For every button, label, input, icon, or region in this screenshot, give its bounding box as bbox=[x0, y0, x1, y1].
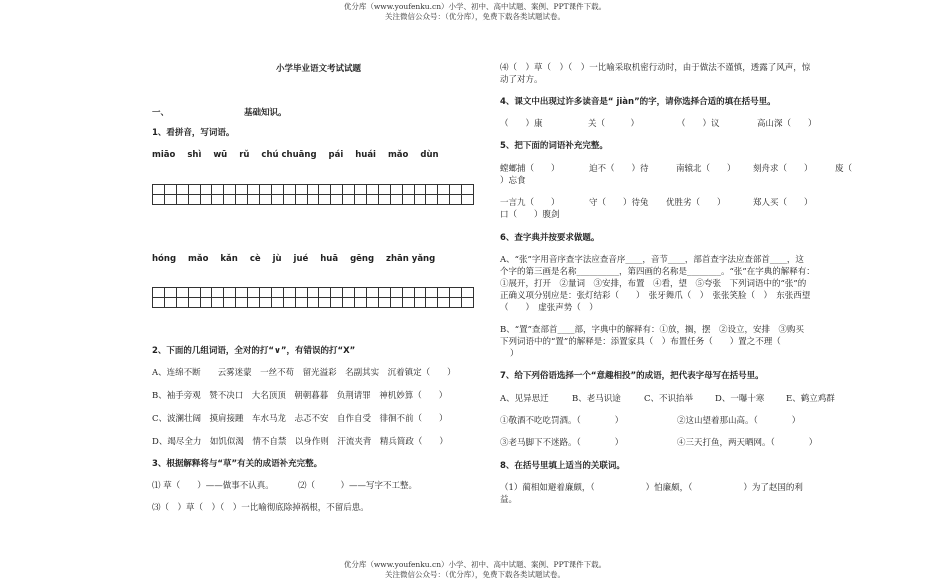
grid-cell[interactable] bbox=[426, 298, 438, 308]
q8-item-1-line-2: 益。 bbox=[500, 495, 518, 505]
grid-cell[interactable] bbox=[415, 298, 427, 308]
grid-cell[interactable] bbox=[153, 195, 165, 205]
q7-item-1: ①敬酒不吃吃罚酒。（ ） bbox=[500, 416, 624, 426]
grid-cell[interactable] bbox=[403, 185, 415, 195]
grid-cell[interactable] bbox=[319, 195, 331, 205]
pinyin-item: gēng bbox=[350, 254, 375, 264]
grid-cell[interactable] bbox=[331, 288, 343, 298]
grid-cell[interactable] bbox=[296, 288, 308, 298]
grid-cell[interactable] bbox=[391, 195, 403, 205]
q6a-line-1: A、“张”字用音序查字法应查音序____，音节____，部首查字法应查部首____，这 bbox=[500, 255, 804, 265]
pinyin-item: miāo bbox=[152, 150, 176, 160]
section1-title: 基础知识。 bbox=[244, 108, 287, 118]
pinyin-row-1 bbox=[152, 150, 448, 160]
grid-cell[interactable] bbox=[308, 298, 320, 308]
q5-blank-2: 迫不（ ）待 bbox=[589, 164, 649, 174]
grid-cell[interactable] bbox=[272, 298, 284, 308]
grid-cell[interactable] bbox=[403, 288, 415, 298]
grid-cell[interactable] bbox=[284, 288, 296, 298]
grid-cell[interactable] bbox=[426, 195, 438, 205]
grid-cell[interactable] bbox=[201, 185, 213, 195]
grid-cell[interactable] bbox=[212, 288, 224, 298]
header-line-2: 关注微信公众号：（优分库），免费下载各类试题试卷。 bbox=[385, 12, 565, 21]
pinyin-item: rǔ bbox=[239, 150, 250, 160]
grid-cell[interactable] bbox=[165, 298, 177, 308]
grid-cell[interactable] bbox=[212, 195, 224, 205]
grid-cell[interactable] bbox=[319, 298, 331, 308]
grid-cell[interactable] bbox=[177, 185, 189, 195]
pinyin-item: cè bbox=[249, 254, 261, 264]
q6a-line-2: 个字的第三画是名称__________，第四画的名称是________。“张”在字典的解释有： bbox=[500, 267, 815, 277]
grid-cell[interactable] bbox=[450, 185, 462, 195]
grid-cell[interactable] bbox=[343, 288, 355, 298]
grid-cell[interactable] bbox=[248, 288, 260, 298]
q5-blank-9: 郑人买（ ） bbox=[753, 198, 813, 208]
grid-cell[interactable] bbox=[403, 195, 415, 205]
grid-cell[interactable] bbox=[189, 288, 201, 298]
pinyin-item: hóng bbox=[152, 254, 177, 264]
page-header bbox=[325, 2, 625, 22]
grid-cell[interactable] bbox=[165, 195, 177, 205]
pinyin-item: dùn bbox=[420, 150, 439, 160]
grid-cell[interactable] bbox=[331, 195, 343, 205]
grid-cell[interactable] bbox=[462, 298, 474, 308]
q7-option-c: C、不识抬举 bbox=[644, 394, 694, 404]
q8-item-1-line-1: （1）蔺相如避着廉颇，（ ）怕廉颇，（ ）为了赵国的利 bbox=[500, 483, 803, 493]
grid-cell[interactable] bbox=[189, 298, 201, 308]
q5-blank-5: 废（ bbox=[835, 164, 853, 174]
writing-grid-1[interactable] bbox=[152, 184, 474, 205]
grid-row bbox=[153, 288, 474, 298]
pinyin-item: huā bbox=[320, 254, 339, 264]
pinyin-item: mǎo bbox=[387, 150, 409, 160]
grid-cell[interactable] bbox=[450, 298, 462, 308]
q8-heading: 8、在括号里填上适当的关联词。 bbox=[500, 461, 625, 471]
grid-cell[interactable] bbox=[236, 298, 248, 308]
grid-cell[interactable] bbox=[367, 195, 379, 205]
q6b-line-3: ） bbox=[510, 349, 519, 359]
exam-title: 小学毕业语文考试试题 bbox=[276, 64, 362, 74]
grid-cell[interactable] bbox=[212, 298, 224, 308]
grid-cell[interactable] bbox=[379, 298, 391, 308]
grid-cell[interactable] bbox=[272, 185, 284, 195]
grid-cell[interactable] bbox=[367, 185, 379, 195]
grid-cell[interactable] bbox=[201, 288, 213, 298]
grid-cell[interactable] bbox=[224, 185, 236, 195]
q4-heading: 4、课文中出现过许多读音是“ jiàn”的字，请你选择合适的填在括号里。 bbox=[500, 97, 776, 107]
q7-option-a: A、见异思迁 bbox=[500, 394, 549, 404]
grid-cell[interactable] bbox=[224, 298, 236, 308]
q3-item-4-line-2: 动了对方。 bbox=[500, 75, 543, 85]
q2-item-a: A、连绵不断 云雾迷蒙 一丝不苟 留光溢彩 名副其实 沉着镇定（ ） bbox=[152, 368, 456, 378]
grid-cell[interactable] bbox=[355, 185, 367, 195]
pinyin-item: kǎn bbox=[220, 254, 238, 264]
grid-cell[interactable] bbox=[201, 298, 213, 308]
grid-cell[interactable] bbox=[296, 185, 308, 195]
grid-cell[interactable] bbox=[224, 288, 236, 298]
grid-row bbox=[153, 195, 474, 205]
grid-cell[interactable] bbox=[272, 288, 284, 298]
grid-cell[interactable] bbox=[153, 288, 165, 298]
q3-item-4-line-1: ⑷（ ）草（ ）（ ）一比喻采取机密行动时，由于做法不谨慎，透露了风声，惊 bbox=[500, 63, 811, 73]
pinyin-item: zhān yǎng bbox=[386, 254, 436, 264]
grid-cell[interactable] bbox=[438, 298, 450, 308]
grid-cell[interactable] bbox=[260, 288, 272, 298]
q5-heading: 5、把下面的词语补充完整。 bbox=[500, 141, 608, 151]
q7-item-2: ②这山望着那山高。（ ） bbox=[677, 416, 801, 426]
grid-cell[interactable] bbox=[415, 195, 427, 205]
grid-cell[interactable] bbox=[236, 185, 248, 195]
grid-cell[interactable] bbox=[272, 195, 284, 205]
grid-cell[interactable] bbox=[201, 195, 213, 205]
grid-cell[interactable] bbox=[236, 195, 248, 205]
q2-item-d: D、竭尽全力 如饥似渴 情不自禁 以身作则 汗流夹背 精兵简政（ ） bbox=[152, 437, 448, 447]
q5-blank-4: 刻舟求（ ） bbox=[753, 164, 813, 174]
q6b-line-2: 下列词语中的“置”的解释是：添置家具（ ）布置任务（ ）置之不理（ bbox=[500, 337, 781, 347]
section1-number: 一、 bbox=[152, 108, 170, 118]
grid-cell[interactable] bbox=[415, 288, 427, 298]
grid-cell[interactable] bbox=[379, 288, 391, 298]
grid-cell[interactable] bbox=[319, 185, 331, 195]
grid-cell[interactable] bbox=[462, 288, 474, 298]
grid-cell[interactable] bbox=[415, 185, 427, 195]
grid-cell[interactable] bbox=[438, 288, 450, 298]
q5-blank-3: 南辕北（ ） bbox=[676, 164, 736, 174]
q6-heading: 6、查字典并按要求做题。 bbox=[500, 233, 600, 243]
q6b-line-1: B、“置”查部首____部，字典中的解释有：①放，搁，摆 ②设立，安排 ③购买 bbox=[500, 325, 804, 335]
grid-cell[interactable] bbox=[391, 288, 403, 298]
q5-blank-1: 螳螂捕（ ） bbox=[500, 164, 560, 174]
grid-cell[interactable] bbox=[296, 195, 308, 205]
grid-cell[interactable] bbox=[308, 185, 320, 195]
q6a-line-3: ①展开，打开 ②量词 ③安排，布置 ④看，望 ⑤夸张 下列词语中的“张”的 bbox=[500, 279, 807, 289]
grid-cell[interactable] bbox=[462, 195, 474, 205]
grid-cell[interactable] bbox=[355, 195, 367, 205]
grid-cell[interactable] bbox=[319, 288, 331, 298]
grid-cell[interactable] bbox=[426, 185, 438, 195]
q3-item-2: ⑵（ ）——写字不工整。 bbox=[298, 481, 418, 491]
grid-cell[interactable] bbox=[438, 185, 450, 195]
grid-cell[interactable] bbox=[450, 195, 462, 205]
grid-cell[interactable] bbox=[236, 288, 248, 298]
grid-cell[interactable] bbox=[426, 288, 438, 298]
grid-cell[interactable] bbox=[153, 298, 165, 308]
grid-cell[interactable] bbox=[391, 298, 403, 308]
grid-cell[interactable] bbox=[343, 195, 355, 205]
grid-cell[interactable] bbox=[260, 185, 272, 195]
grid-cell[interactable] bbox=[296, 298, 308, 308]
footer-line-2: 关注微信公众号：（优分库），免费下载各类试题试卷。 bbox=[385, 570, 565, 579]
q3-item-1: ⑴ 草（ ）——做事不认真。 bbox=[152, 481, 274, 491]
grid-cell[interactable] bbox=[379, 185, 391, 195]
q6a-line-5: （ ） 虚张声势（ ） bbox=[500, 303, 598, 313]
pinyin-row-2 bbox=[152, 254, 444, 264]
q7-option-e: E、鹤立鸡群 bbox=[786, 394, 835, 404]
grid-cell[interactable] bbox=[212, 185, 224, 195]
grid-cell[interactable] bbox=[331, 185, 343, 195]
q6a-line-4: 正确义项分别应是：张灯结彩（ ） 张牙舞爪（ ） 张张笑脸（ ） 东张西望 bbox=[500, 291, 811, 301]
q7-item-3: ③老马脚下不迷路。（ ） bbox=[500, 438, 624, 448]
q1-heading: 1、看拼音，写词语。 bbox=[152, 128, 235, 138]
q2-heading: 2、下面的几组词语，全对的打“∨”，有错误的打“X” bbox=[152, 346, 356, 356]
pinyin-item: shì bbox=[187, 150, 202, 160]
writing-grid-2[interactable] bbox=[152, 287, 474, 308]
grid-cell[interactable] bbox=[367, 298, 379, 308]
header-line-1: 优分库（www.youfenku.cn）小学、初中、高中试题、案例、PPT课件下载。 bbox=[343, 2, 607, 11]
grid-cell[interactable] bbox=[391, 185, 403, 195]
grid-cell[interactable] bbox=[260, 195, 272, 205]
grid-cell[interactable] bbox=[177, 298, 189, 308]
grid-cell[interactable] bbox=[308, 288, 320, 298]
grid-cell[interactable] bbox=[165, 288, 177, 298]
grid-cell[interactable] bbox=[379, 195, 391, 205]
grid-cell[interactable] bbox=[343, 298, 355, 308]
q2-item-c: C、波澜壮阔 摸肩接踵 车水马龙 忐忑不安 自作自受 徘徊不前（ ） bbox=[152, 414, 448, 424]
grid-cell[interactable] bbox=[284, 298, 296, 308]
pinyin-item: mǎo bbox=[188, 254, 209, 264]
q4-blank-2: 关（ ） bbox=[588, 119, 640, 129]
q5-blank-10: 口（ ）腹剑 bbox=[500, 210, 560, 220]
grid-cell[interactable] bbox=[248, 185, 260, 195]
q5-blank-8: 优胜劣（ ） bbox=[666, 198, 726, 208]
grid-cell[interactable] bbox=[165, 185, 177, 195]
grid-cell[interactable] bbox=[308, 195, 320, 205]
q2-item-b: B、袖手旁观 赞不决口 大名顶顶 朝朝暮暮 负荆请罪 神机妙算（ ） bbox=[152, 391, 448, 401]
grid-cell[interactable] bbox=[177, 288, 189, 298]
grid-cell[interactable] bbox=[260, 298, 272, 308]
q7-option-d: D、一曝十寒 bbox=[715, 394, 765, 404]
grid-cell[interactable] bbox=[177, 195, 189, 205]
grid-cell[interactable] bbox=[284, 185, 296, 195]
pinyin-item: huái bbox=[355, 150, 376, 160]
grid-cell[interactable] bbox=[189, 195, 201, 205]
grid-cell[interactable] bbox=[343, 185, 355, 195]
grid-cell[interactable] bbox=[438, 195, 450, 205]
footer-line-1: 优分库（www.youfenku.cn）小学、初中、高中试题、案例、PPT课件下载。 bbox=[343, 560, 607, 569]
q3-item-3: ⑶（ ）草（ ）（ ）一比喻彻底除掉祸根，不留后患。 bbox=[152, 503, 369, 513]
grid-cell[interactable] bbox=[189, 185, 201, 195]
grid-cell[interactable] bbox=[355, 298, 367, 308]
grid-cell[interactable] bbox=[248, 298, 260, 308]
q7-option-b: B、老马识途 bbox=[572, 394, 621, 404]
grid-cell[interactable] bbox=[462, 185, 474, 195]
pinyin-item: chú chuāng bbox=[261, 150, 317, 160]
grid-row bbox=[153, 185, 474, 195]
q5-blank-6: 一言九（ ） bbox=[500, 198, 560, 208]
page-footer bbox=[325, 560, 625, 580]
q5-blank-7: 守（ ）待兔 bbox=[589, 198, 649, 208]
q7-item-4: ④三天打鱼，两天晒网。（ ） bbox=[677, 438, 818, 448]
grid-row bbox=[153, 298, 474, 308]
grid-cell[interactable] bbox=[367, 288, 379, 298]
q7-heading: 7、给下列俗语选择一个“意趣相投”的成语，把代表字母写在括号里。 bbox=[500, 371, 764, 381]
q5-blank-5-cont: ）忘食 bbox=[500, 176, 526, 186]
grid-cell[interactable] bbox=[284, 195, 296, 205]
q4-blank-4: 高山深（ ） bbox=[757, 119, 817, 129]
grid-cell[interactable] bbox=[331, 298, 343, 308]
pinyin-item: jué bbox=[293, 254, 309, 264]
grid-cell[interactable] bbox=[224, 195, 236, 205]
pinyin-item: pái bbox=[328, 150, 344, 160]
grid-cell[interactable] bbox=[450, 288, 462, 298]
pinyin-item: jù bbox=[272, 254, 282, 264]
grid-cell[interactable] bbox=[355, 288, 367, 298]
grid-cell[interactable] bbox=[248, 195, 260, 205]
grid-cell[interactable] bbox=[153, 185, 165, 195]
q4-blank-3: （ ）议 bbox=[677, 119, 720, 129]
pinyin-item: wū bbox=[213, 150, 228, 160]
grid-cell[interactable] bbox=[403, 298, 415, 308]
q3-heading: 3、根据解释将与“草”有关的成语补充完整。 bbox=[152, 459, 323, 469]
q4-blank-1: （ ）康 bbox=[500, 119, 543, 129]
